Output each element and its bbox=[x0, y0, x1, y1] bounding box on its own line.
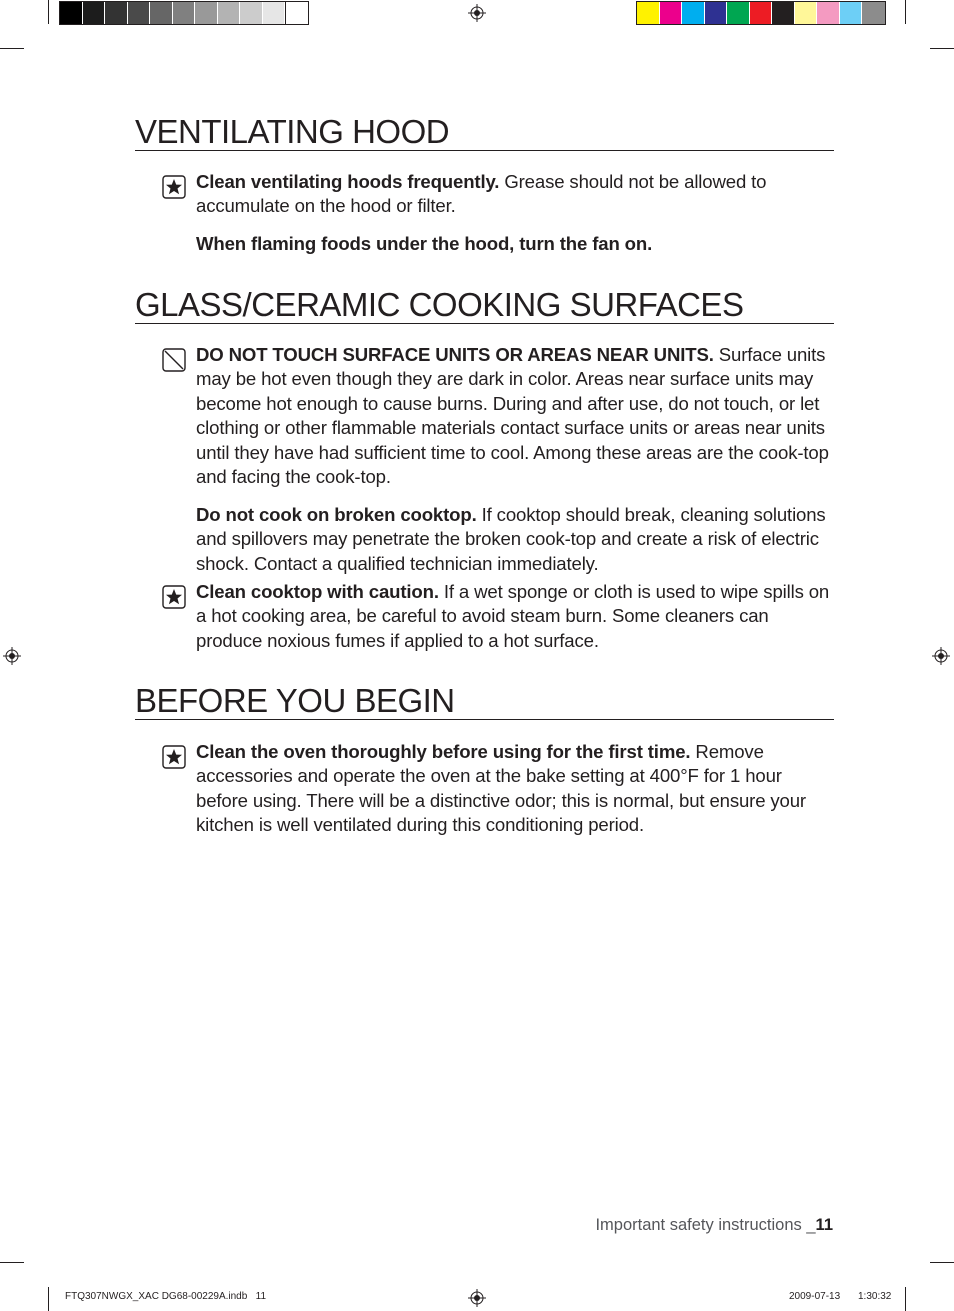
slug-file-name: FTQ307NWGX_XAC DG68-00229A.indb 11 bbox=[65, 1291, 267, 1302]
page-number: 11 bbox=[815, 1216, 833, 1234]
gray-swatch bbox=[60, 2, 83, 24]
slug-date: 2009-07-13 bbox=[789, 1291, 841, 1302]
crop-mark bbox=[905, 1287, 906, 1311]
paragraph-body: Remove accessories and operate the oven at the bake setting at 400°F for 1 hour before using. There will be a distinctive odor; this is normal, but ensure your kitchen is well ventilated during this conditioning period. bbox=[196, 741, 806, 836]
registration-mark-icon bbox=[932, 647, 950, 665]
color-swatch bbox=[705, 2, 728, 24]
prohibited-icon bbox=[162, 348, 186, 372]
slug-time: 1:30:32 bbox=[858, 1291, 892, 1302]
registration-mark-icon bbox=[3, 647, 21, 665]
paragraph-flaming-foods bbox=[196, 232, 836, 256]
star-caution-icon bbox=[162, 745, 186, 769]
footer-page-label bbox=[595, 1216, 833, 1235]
paragraph-lead: Do not cook on broken cooktop. bbox=[196, 504, 477, 525]
color-swatch bbox=[727, 2, 750, 24]
footer-title: Important safety instructions _ bbox=[595, 1216, 816, 1234]
section-title-glass-ceramic: GLASS/CERAMIC COOKING SURFACES bbox=[135, 287, 834, 324]
crop-mark bbox=[48, 1287, 49, 1311]
color-swatch bbox=[750, 2, 773, 24]
paragraph-broken-cooktop bbox=[196, 503, 836, 576]
registration-mark-icon bbox=[468, 1289, 486, 1307]
color-swatch bbox=[840, 2, 863, 24]
color-calibration-bar bbox=[636, 1, 886, 25]
gray-swatch bbox=[105, 2, 128, 24]
crop-mark bbox=[905, 0, 906, 24]
paragraph-body: Grease should not be allowed to accumulate on the hood or filter. bbox=[196, 171, 767, 217]
section-title-ventilating-hood: VENTILATING HOOD bbox=[135, 114, 834, 151]
paragraph-lead: Clean cooktop with caution. bbox=[196, 581, 439, 602]
gray-swatch bbox=[240, 2, 263, 24]
crop-mark bbox=[930, 1262, 954, 1263]
paragraph-lead: Clean the oven thoroughly before using for the first time. bbox=[196, 741, 691, 762]
gray-swatch bbox=[263, 2, 286, 24]
registration-mark-icon bbox=[468, 4, 486, 22]
paragraph-body: If cooktop should break, cleaning solutions and spillovers may penetrate the broken cook-top and create a risk of electric shock. Contact a qualified technician immediately. bbox=[196, 504, 826, 574]
paragraph-body: Surface units may be hot even though they are dark in color. Areas near surface units may become hot enough to cause burns. During and after use, do not touch, or let clothing or other flammable materials contact surface units or areas near units until they have had sufficient time to cool. Among these areas are the cook-top and facing the cook-top. bbox=[196, 344, 829, 488]
gray-swatch bbox=[173, 2, 196, 24]
paragraph-body: If a wet sponge or cloth is used to wipe spills on a hot cooking area, be careful to avoid steam burn. Some cleaners can produce noxious fumes if applied to a hot surface. bbox=[196, 581, 830, 651]
color-swatch bbox=[637, 2, 660, 24]
color-swatch bbox=[660, 2, 683, 24]
crop-mark bbox=[48, 0, 49, 24]
gray-swatch bbox=[150, 2, 173, 24]
paragraph-lead: Clean ventilating hoods frequently. bbox=[196, 171, 500, 192]
gray-swatch bbox=[128, 2, 151, 24]
crop-mark bbox=[0, 1262, 24, 1263]
grayscale-calibration-bar bbox=[59, 1, 309, 25]
color-swatch bbox=[682, 2, 705, 24]
crop-mark bbox=[930, 48, 954, 49]
color-swatch bbox=[817, 2, 840, 24]
gray-swatch bbox=[285, 2, 308, 24]
gray-swatch bbox=[83, 2, 106, 24]
section-title-before-you-begin: BEFORE YOU BEGIN bbox=[135, 683, 834, 720]
gray-swatch bbox=[195, 2, 218, 24]
color-swatch bbox=[795, 2, 818, 24]
color-swatch bbox=[772, 2, 795, 24]
paragraph-clean-oven bbox=[196, 740, 836, 838]
star-caution-icon bbox=[162, 175, 186, 199]
gray-swatch bbox=[218, 2, 241, 24]
paragraph-do-not-touch bbox=[196, 343, 836, 489]
color-swatch bbox=[862, 2, 885, 24]
paragraph-lead: When flaming foods under the hood, turn the fan on. bbox=[196, 233, 653, 254]
star-caution-icon bbox=[162, 585, 186, 609]
crop-mark bbox=[0, 48, 24, 49]
paragraph-clean-cooktop bbox=[196, 580, 836, 653]
paragraph-lead: DO NOT TOUCH SURFACE UNITS OR AREAS NEAR UNITS. bbox=[196, 344, 714, 365]
paragraph-clean-hoods bbox=[196, 170, 836, 219]
